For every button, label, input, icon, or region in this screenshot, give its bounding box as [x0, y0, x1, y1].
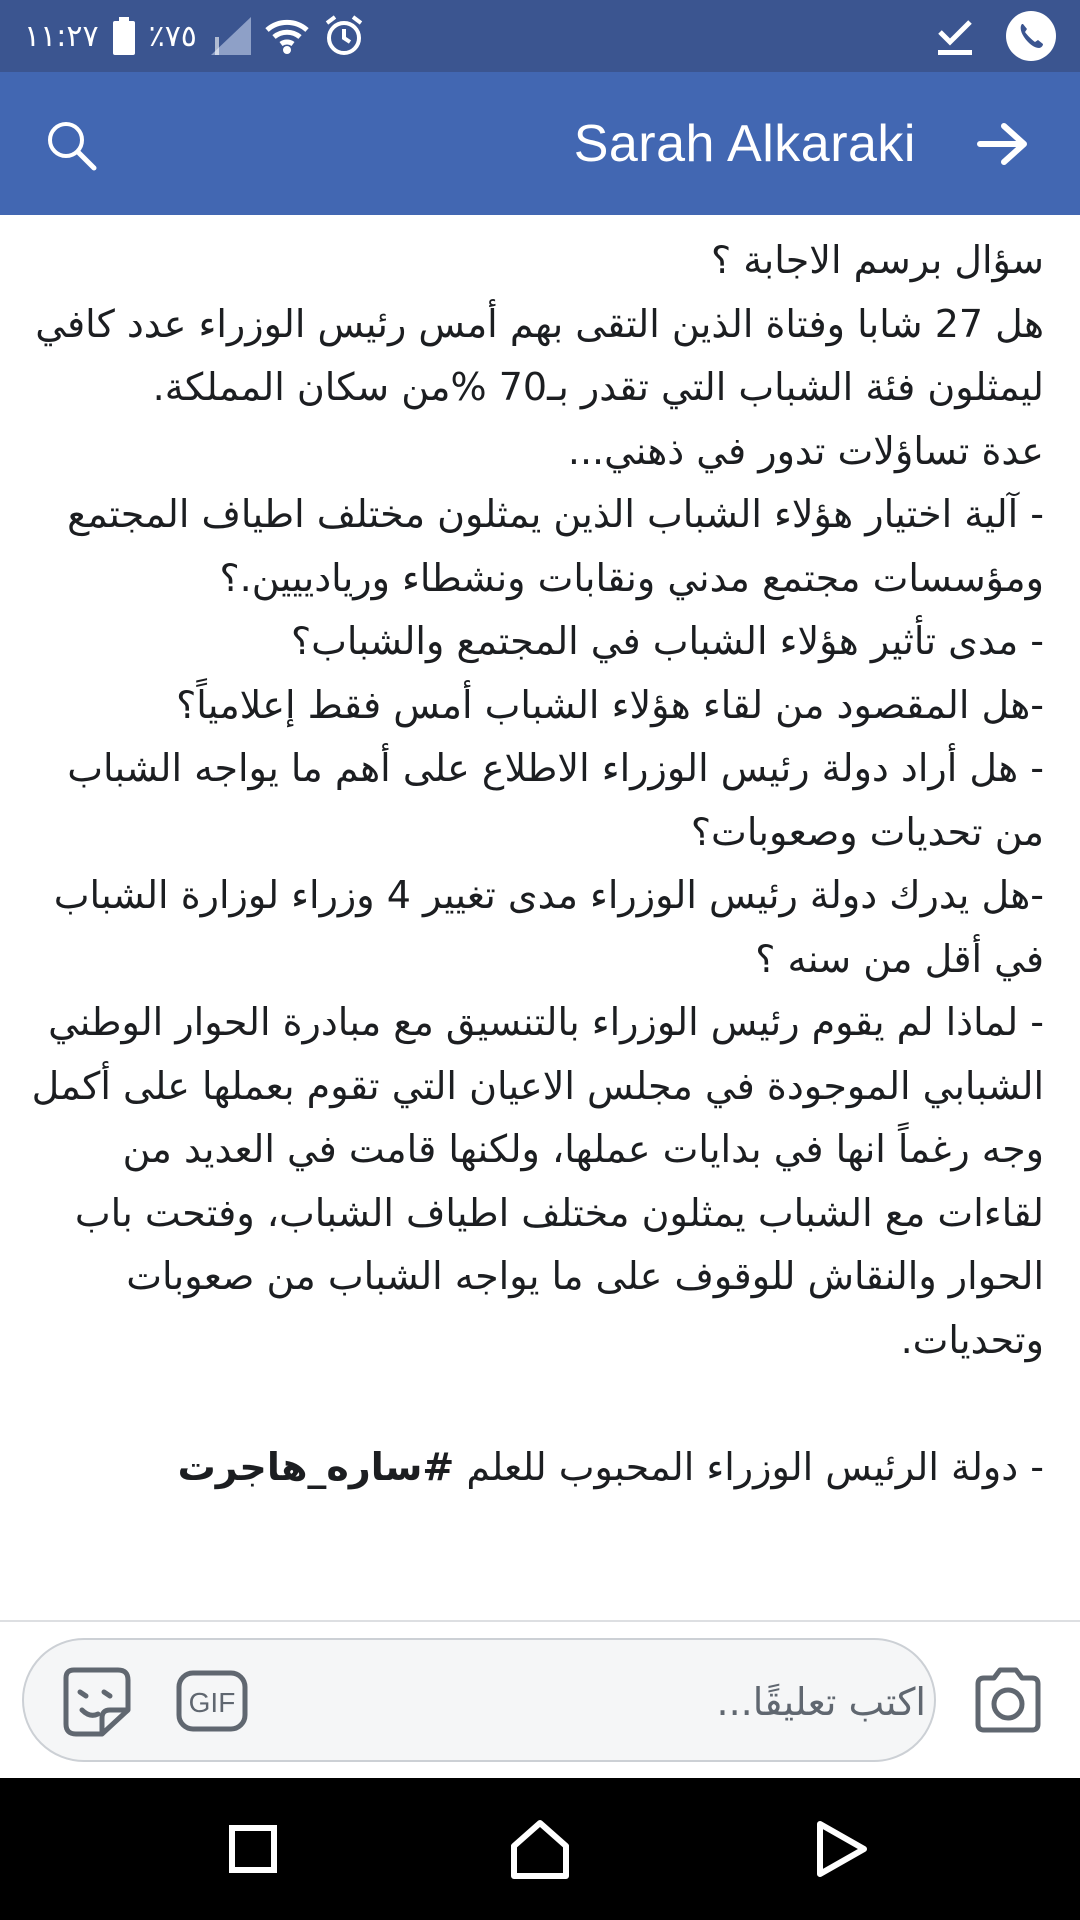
- post-final-line: [28, 1436, 1044, 1500]
- post-line: - هل أراد دولة رئيس الوزراء الاطلاع على أهم ما يواجه الشباب من تحديات وصعوبات؟: [67, 746, 1044, 854]
- post-line: عدة تساؤلات تدور في ذهني...: [567, 428, 1044, 473]
- signal-icon: [211, 17, 251, 55]
- page-title: Sarah Alkaraki: [573, 114, 916, 173]
- arrow-right-icon[interactable]: [976, 117, 1030, 171]
- comment-input[interactable]: [264, 1668, 928, 1736]
- back-icon[interactable]: [806, 1814, 876, 1884]
- home-icon[interactable]: [505, 1814, 575, 1884]
- post-line: -هل يدرك دولة رئيس الوزراء مدى تغيير 4 وزراء لوزارة الشباب في أقل من سنه ؟: [53, 873, 1044, 981]
- status-time: ١١:٢٧: [24, 18, 99, 54]
- post-line: -هل المقصود من لقاء هؤلاء الشباب أمس فقط إعلامياً؟: [176, 682, 1044, 727]
- camera-icon[interactable]: [972, 1666, 1044, 1734]
- navigation-bar: [0, 1778, 1080, 1920]
- post-line: سؤال برسم الاجابة ؟: [711, 238, 1044, 282]
- app-bar: [0, 72, 1080, 215]
- post-content: [28, 215, 1044, 1620]
- paragraph-spacer: [28, 1372, 1044, 1436]
- comment-composer: [0, 1620, 1080, 1780]
- post-line: - مدى تأثير هؤلاء الشباب في المجتمع والشباب؟: [290, 619, 1044, 663]
- phone-icon: [1006, 11, 1056, 61]
- sticker-icon[interactable]: [58, 1664, 134, 1740]
- wifi-icon: [265, 18, 309, 54]
- post-line: هل 27 شابا وفتاة الذين التقى بهم أمس رئيس الوزراء عدد كافي ليمثلون فئة الشباب التي تقدر بـ70 %من سكان المملكة.: [35, 301, 1044, 409]
- gif-icon[interactable]: [176, 1670, 248, 1732]
- post-final-text: - دولة الرئيس الوزراء المحبوب للعلم: [454, 1444, 1044, 1489]
- status-right-group: [934, 0, 1056, 72]
- status-bar: [0, 0, 1080, 72]
- battery-icon: [113, 17, 135, 55]
- post-text: [28, 215, 1044, 1499]
- post-line: - لماذا لم يقوم رئيس الوزراء بالتنسيق مع مبادرة الحوار الوطني الشبابي الموجودة في مجلس الاعيان التي تقوم بعملها على أكمل وجه رغماً انها في بدايات عملها، ولكنها قامت في العديد من لقاءات مع الشباب يمثلون مختلف اطياف الشباب، وفتحت باب الحوار والنقاش للوقوف على ما يواجه الشباب من صعوبات وتحديات.: [31, 1000, 1044, 1362]
- battery-level: ٪٧٥: [148, 18, 197, 54]
- gif-label: GIF: [188, 1687, 236, 1718]
- comment-box: [22, 1638, 936, 1762]
- download-done-icon: [934, 16, 976, 56]
- header-title-group: [574, 72, 1030, 215]
- hashtag-link[interactable]: #ساره_هاجرت: [177, 1444, 455, 1489]
- post-line: - آلية اختيار هؤلاء الشباب الذين يمثلون مختلف اطياف المجتمع ومؤسسات مجتمع مدني ونقابات ونشطاء وريادييين.؟: [67, 492, 1044, 600]
- recent-apps-icon[interactable]: [218, 1814, 288, 1884]
- status-left-group: [24, 0, 365, 72]
- search-icon[interactable]: [44, 118, 100, 174]
- alarm-icon: [323, 15, 365, 57]
